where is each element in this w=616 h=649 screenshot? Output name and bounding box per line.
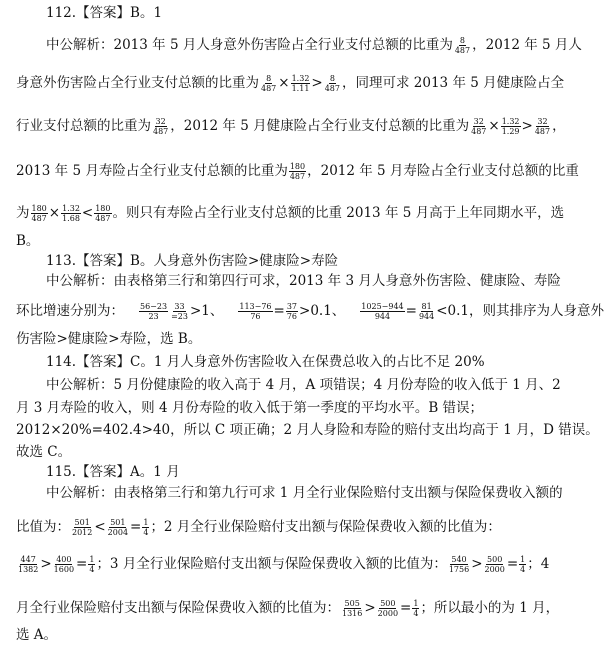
q112-line2-tail: ，同理可求 2013 年 5 月健康险占全 [342, 75, 565, 91]
q115-line3-tail: ；4 [527, 556, 550, 572]
fraction: $\frac{447}{1382}$ [18, 555, 39, 574]
q115-line2 [16, 518, 501, 537]
operator: = [405, 303, 417, 319]
q114-line1: 中公解析：5 月份健康险的收入高于 4 月，A 项错误；4 月份寿险的收入低于 1 月、2 [46, 377, 561, 393]
operator: > [471, 556, 483, 572]
operator: > [521, 118, 533, 134]
operator: > [364, 600, 376, 616]
fraction: $\frac{1.32}{1.29}$ [501, 117, 520, 136]
q115-line2-tail: ；2 月全行业保险赔付支出额与保险保费收入额的比值为： [150, 519, 501, 535]
operator: = [273, 303, 285, 319]
operator: = [76, 556, 88, 572]
fraction: $\frac{32}{487}$ [471, 117, 487, 136]
fraction: $\frac{1}{4}$ [143, 518, 149, 537]
q112-line3-text: 行业支付总额的比重为 [16, 118, 151, 134]
q114-line3: 2012×20%=402.4>40，所以 C 项正确；2 月人身险和寿险的赔付支出均高于 1 月，D 错误。 [16, 422, 599, 438]
result: >0.1、 [299, 303, 346, 319]
fraction: $\frac{8}{487}$ [261, 74, 277, 93]
fraction: $\frac{540}{1756}$ [448, 555, 470, 574]
q112-line4 [16, 162, 579, 181]
result: >1、 [189, 303, 224, 319]
fraction: $\frac{1.32}{1.11}$ [291, 74, 310, 93]
q112-heading: 112.【答案】B。1 [46, 5, 163, 21]
fraction: $\frac{180}{487}$ [95, 204, 111, 223]
q112-line5-text: 为 [16, 205, 30, 221]
q112-line3-mid: ，2012 年 5 月健康险占全行业支付总额的比重为 [170, 118, 470, 134]
q113-line1: 中公解析：由表格第三行和第四行可求，2013 年 3 月人身意外伤害险、健康险、寿险 [46, 273, 561, 289]
fraction: $\frac{501}{2004}$ [107, 518, 129, 537]
fraction: $\frac{56-23}{23}$ [140, 302, 168, 321]
fraction: $\frac{81}{944}$ [418, 302, 435, 321]
operator: = [400, 600, 412, 616]
q115-heading: 115.【答案】A。1 月 [46, 464, 180, 480]
q112-line1-tail: ，2012 年 5 月人 [472, 37, 582, 53]
q115-line3 [16, 555, 549, 574]
q115-line1: 中公解析：由表格第三行和第九行可求 1 月全行业保险赔付支出额与保险保费收入额的 [46, 485, 563, 501]
fraction: $\frac{180}{487}$ [31, 204, 47, 223]
q112-line1 [46, 36, 582, 55]
q115-line5: 选 A。 [16, 627, 58, 643]
operator: = [506, 556, 519, 572]
q112-line2 [16, 74, 564, 93]
q115-line3-text: ；3 月全行业保险赔付支出额与保险保费收入额的比值为： [96, 556, 447, 572]
fraction: $\frac{33}{=23}$ [171, 302, 188, 321]
q114-heading: 114.【答案】C。1 月人身意外伤害险收入在保费总收入的占比不足 20% [46, 354, 485, 370]
fraction: $\frac{113-76}{76}$ [239, 302, 272, 321]
q115-line4-text: 月全行业保险赔付支出额与保险保费收入额的比值为： [16, 600, 340, 616]
operator: × [48, 205, 61, 221]
q112-line4-text: 2013 年 5 月寿险占全行业支付总额的比重为 [16, 163, 288, 179]
q113-line2-tail: <0.1，则其排序为人身意外 [436, 303, 605, 319]
fraction: $\frac{500}{2000}$ [377, 599, 399, 618]
operator: < [94, 519, 106, 535]
operator: × [488, 118, 500, 134]
q112-line3 [16, 117, 566, 136]
operator: > [40, 556, 52, 572]
fraction: $\frac{1.32}{1.68}$ [62, 204, 80, 223]
fraction: $\frac{1}{4}$ [413, 599, 419, 618]
q113-line2 [16, 302, 604, 321]
q112-line1-text: 中公解析：2013 年 5 月人身意外伤害险占全行业支付总额的比重为 [46, 37, 453, 53]
fraction: $\frac{32}{487}$ [534, 117, 551, 136]
fraction: $\frac{32}{487}$ [153, 117, 169, 136]
q113-line3: 伤害险>健康险>寿险，选 B。 [16, 331, 202, 347]
q115-line4 [16, 599, 559, 618]
punct: ， [552, 118, 566, 134]
operator: × [278, 75, 290, 91]
fraction: $\frac{1}{4}$ [89, 555, 95, 574]
q114-line2: 月 3 月寿险的收入，则 4 月份寿险的收入低于第一季度的平均水平。B 错误； [16, 400, 484, 416]
q114-line4: 故选 C。 [16, 444, 72, 460]
q113-heading: 113.【答案】B。人身意外伤害险>健康险>寿险 [46, 253, 339, 269]
q112-line6: B。 [16, 233, 40, 249]
fraction: $\frac{400}{1600}$ [53, 555, 75, 574]
fraction: $\frac{1025-944}{944}$ [361, 302, 404, 321]
q113-line2-text: 环比增速分别为： [16, 303, 124, 319]
fraction: $\frac{8}{487}$ [454, 36, 471, 55]
q112-line4-tail: ，2012 年 5 月寿险占全行业支付总额的比重 [307, 163, 579, 179]
operator: > [311, 75, 323, 91]
operator: < [81, 205, 94, 221]
fraction: $\frac{180}{487}$ [289, 162, 306, 181]
fraction: $\frac{8}{487}$ [324, 74, 340, 93]
q112-line2-text: 身意外伤害险占全行业支付总额的比重为 [16, 75, 259, 91]
fraction: $\frac{500}{2000}$ [484, 555, 505, 574]
fraction: $\frac{501}{2012}$ [72, 518, 93, 537]
fraction: $\frac{37}{76}$ [286, 302, 298, 321]
q112-line5-tail: 。则只有寿险占全行业支付总额的比重 2013 年 5 月高于上年同期水平，选 [112, 205, 565, 221]
operator: = [130, 519, 142, 535]
q115-line4-tail: ；所以最小的为 1 月， [420, 600, 560, 616]
fraction: $\frac{505}{1316}$ [342, 599, 363, 618]
q112-line5 [16, 204, 564, 223]
q115-line2-text: 比值为： [16, 519, 70, 535]
fraction: $\frac{1}{4}$ [520, 555, 526, 574]
